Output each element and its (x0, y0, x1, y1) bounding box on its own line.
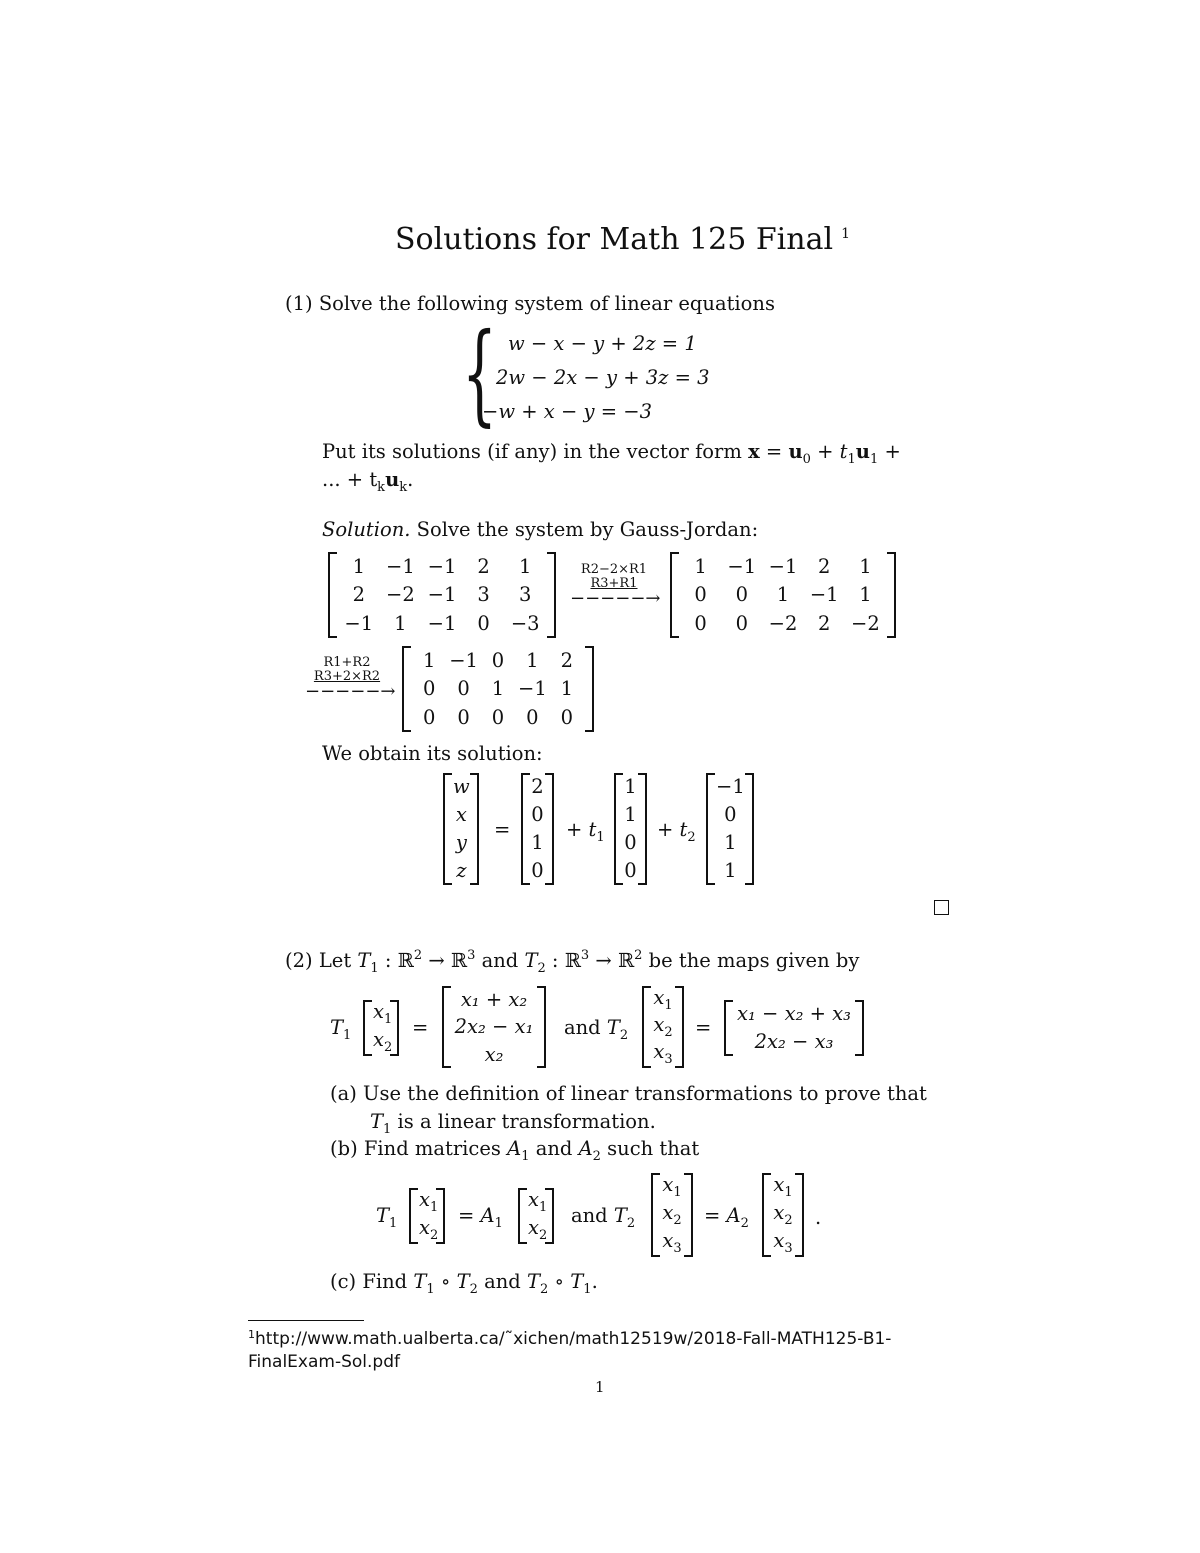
part-c-label: (c) (330, 1270, 357, 1293)
matrix-cell: 1 (776, 583, 790, 607)
matrix-cell: 2 (817, 611, 831, 635)
matrix-cell: 2 (477, 554, 490, 578)
t1-input-vector: $x_1$ $x_2$ (363, 1000, 399, 1056)
matrix-cell: −1 (768, 554, 798, 578)
vector-entry: w (453, 775, 470, 799)
qed-box (934, 900, 949, 915)
part-a-line-1 (330, 1082, 927, 1105)
plus-t1: + $t_1$ (566, 818, 605, 845)
t2-input-vector: $x_1$ $x_2$ $x_3$ (642, 986, 684, 1068)
matrix-cell: −1 (809, 583, 839, 607)
row-op-2-top: R1+R2 (323, 655, 371, 670)
solution-label: Solution. (322, 518, 411, 541)
b-and-word: and (571, 1204, 608, 1227)
q2-and: and (481, 949, 519, 972)
matrix-cell: 0 (735, 583, 748, 607)
matrix-cell: 0 (491, 705, 505, 729)
matrix-cell: 1 (394, 611, 407, 635)
matrix-cell: 1 (422, 648, 436, 672)
vector-u2 (706, 773, 754, 885)
matrix-cell: −2 (386, 583, 415, 607)
title-footnote-mark: 1 (841, 226, 850, 242)
part-a-text-1: Use the definition of linear transformations to prove that (363, 1082, 927, 1105)
vector-u0 (521, 773, 554, 885)
matrix-cell: 0 (694, 611, 707, 635)
t2-equals: = (695, 1016, 712, 1039)
footnote-line-1 (248, 1328, 891, 1349)
augmented-matrix-1 (328, 552, 556, 638)
matrix-cell: 2 (560, 648, 573, 672)
matrix-cell: 3 (518, 583, 532, 607)
equation-3: −w + x − y = −3 (482, 400, 652, 423)
matrix-cell: 0 (457, 705, 470, 729)
b-t1-input: $x_1$ $x_2$ (409, 1188, 445, 1244)
matrix-cell: 1 (560, 677, 573, 701)
vector-entry: x₂ (484, 1042, 504, 1066)
vector-form-line-1: Put its solutions (if any) in the vector form $x = u_0 + t_1u_1$ + (322, 440, 901, 467)
b-t1-symbol: $T_1$ (376, 1204, 398, 1231)
part-b-find: Find matrices (363, 1137, 501, 1160)
matrix-cell: 1 (518, 554, 532, 578)
matrix-cell: 0 (422, 677, 436, 701)
matrix-cell: −1 (386, 554, 415, 578)
matrix-cell: −1 (427, 611, 457, 635)
matrix-cell: 0 (422, 705, 436, 729)
part-b-and: and (535, 1137, 573, 1160)
part-b-label: (b) (330, 1137, 358, 1160)
q2-intro: (2) Let $T_1$ : ℝ$^2$ → ℝ$^3$ and $T_2$ : ℝ$^3$ → ℝ$^2$ be the maps given by (285, 948, 860, 976)
vector-entry: 1 (624, 775, 637, 799)
matrix-cell: −1 (344, 611, 374, 635)
vector-entry: 0 (624, 831, 637, 855)
matrix-cell: 2 (817, 554, 831, 578)
row-op-arrow-2: R1+R2 R3+2×R2 −−−−−→ (305, 655, 396, 702)
equation-1: w − x − y + 2z = 1 (508, 332, 697, 355)
matrix-cell: −1 (727, 554, 757, 578)
matrix-cell: 3 (477, 583, 490, 607)
system-brace: { (462, 309, 497, 437)
we-obtain: We obtain its solution: (322, 742, 543, 765)
solution-line (322, 518, 758, 541)
part-c-and: and (484, 1270, 521, 1293)
part-c-find: Find (362, 1270, 408, 1293)
equals-sign: = (494, 818, 511, 841)
matrix-cell: 0 (491, 648, 505, 672)
row-op-arrow-1: R2−2×R1 R3+R1 −−−−−→ (570, 562, 661, 609)
vector-entry: 0 (531, 803, 544, 827)
vector-entry: 2 (531, 775, 544, 799)
matrix-cell: 0 (457, 677, 470, 701)
vector-entry: 2x₂ − x₁ (454, 1015, 534, 1039)
t2-output-vector (724, 1000, 864, 1056)
vector-form-formula: x (748, 440, 760, 463)
part-b-line: (b) Find matrices $A_1$ and $A_2$ such that (330, 1137, 700, 1164)
vector-entry: 2x₂ − x₃ (754, 1030, 834, 1054)
b-period: . (815, 1206, 822, 1229)
vector-form-line-2: ... + $t_ku_k$. (322, 468, 414, 495)
matrix-cell: 1 (491, 677, 505, 701)
footnote-mark: 1 (248, 1328, 255, 1341)
matrix-cell: 0 (477, 611, 490, 635)
q1-prompt: Solve the following system of linear equations (318, 292, 775, 315)
matrix-cell: −1 (427, 554, 457, 578)
part-a-text-2: is a linear transformation. (397, 1110, 656, 1133)
augmented-matrix-3 (402, 646, 594, 732)
vector-entry: y (455, 831, 467, 855)
matrix-cell: −1 (427, 583, 457, 607)
vector-entry: z (456, 859, 467, 883)
vector-entry: x₁ + x₂ (460, 987, 528, 1011)
matrix-cell: 1 (859, 583, 872, 607)
vector-entry: 1 (531, 831, 544, 855)
q1-label: (1) (285, 292, 313, 315)
footnote-line-2: FinalExam-Sol.pdf (248, 1352, 400, 1372)
part-a-label: (a) (330, 1082, 357, 1105)
plus-t2: + $t_2$ (657, 818, 696, 845)
t1-symbol: $T_1$ (330, 1016, 352, 1043)
vector-entry: 1 (624, 803, 637, 827)
footnote-rule (248, 1320, 364, 1321)
matrix-cell: −2 (851, 611, 880, 635)
b-eq-a1: = $A_1$ (458, 1204, 503, 1231)
matrix-cell: −1 (518, 677, 547, 701)
q2-intro-end: be the maps given by (648, 949, 860, 972)
matrix-cell: 0 (735, 611, 748, 635)
b-and-t2: and $T_2$ (571, 1204, 636, 1231)
part-c-line: (c) Find $T_1$ ∘ $T_2$ and $T_2$ ∘ $T_1$. (330, 1270, 598, 1297)
footnote-url-1: http://www.math.ualberta.ca/˜xichen/math12519w/2018-Fall-MATH125-B1- (255, 1329, 892, 1349)
row-op-1-bottom: R3+R1 (590, 576, 638, 592)
row-op-1-top: R2−2×R1 (580, 562, 648, 577)
vector-u1 (614, 773, 647, 885)
t1-t2-and: and $T_2$ (564, 1016, 629, 1043)
and-word: and (564, 1016, 601, 1039)
vector-form-text: Put its solutions (if any) in the vector form (322, 440, 742, 463)
matrix-cell: −2 (768, 611, 798, 635)
vector-entry: 0 (624, 859, 637, 883)
b-a1-input: $x_1$ $x_2$ (518, 1188, 554, 1244)
row-op-2-bottom: R3+2×R2 (313, 669, 381, 685)
q2-label: (2) (285, 949, 313, 972)
augmented-matrix-2 (670, 552, 896, 638)
t1-output-vector (442, 986, 546, 1068)
vector-form-cont: ... + t (322, 468, 378, 491)
matrix-cell: −3 (510, 611, 540, 635)
matrix-cell: −1 (449, 648, 478, 672)
page-title (395, 222, 850, 257)
matrix-cell: 2 (352, 583, 365, 607)
b-eq-a2: = $A_2$ (704, 1204, 749, 1231)
part-a-line-2: $T_1$ is a linear transformation. (370, 1110, 656, 1137)
equation-2: 2w − 2x − y + 3z = 3 (496, 366, 710, 389)
page-number: 1 (595, 1378, 605, 1396)
vector-entry: 1 (724, 831, 737, 855)
matrix-cell: 1 (352, 554, 365, 578)
b-a2-input: $x_1$ $x_2$ $x_3$ (762, 1173, 804, 1257)
vector-entry: x₁ − x₂ + x₃ (737, 1002, 851, 1026)
vector-entry: x (455, 803, 467, 827)
vector-vars (443, 773, 479, 885)
q1-prompt-line (285, 292, 775, 315)
matrix-cell: 1 (694, 554, 707, 578)
matrix-cell: 0 (526, 705, 539, 729)
q2-let: Let (318, 949, 352, 972)
vector-entry: 0 (531, 859, 544, 883)
matrix-cell: 1 (859, 554, 872, 578)
matrix-cell: 1 (526, 648, 539, 672)
title-text: Solutions for Math 125 Final (395, 222, 834, 257)
vector-entry: 0 (724, 803, 737, 827)
part-b-such-that: such that (607, 1137, 700, 1160)
b-t2-input: $x_1$ $x_2$ $x_3$ (651, 1173, 693, 1257)
t1-equals: = (412, 1016, 429, 1039)
matrix-cell: 0 (560, 705, 573, 729)
vector-entry: −1 (716, 775, 745, 799)
solution-text: Solve the system by Gauss-Jordan: (416, 518, 759, 541)
vector-entry: 1 (724, 859, 737, 883)
matrix-cell: 0 (694, 583, 707, 607)
